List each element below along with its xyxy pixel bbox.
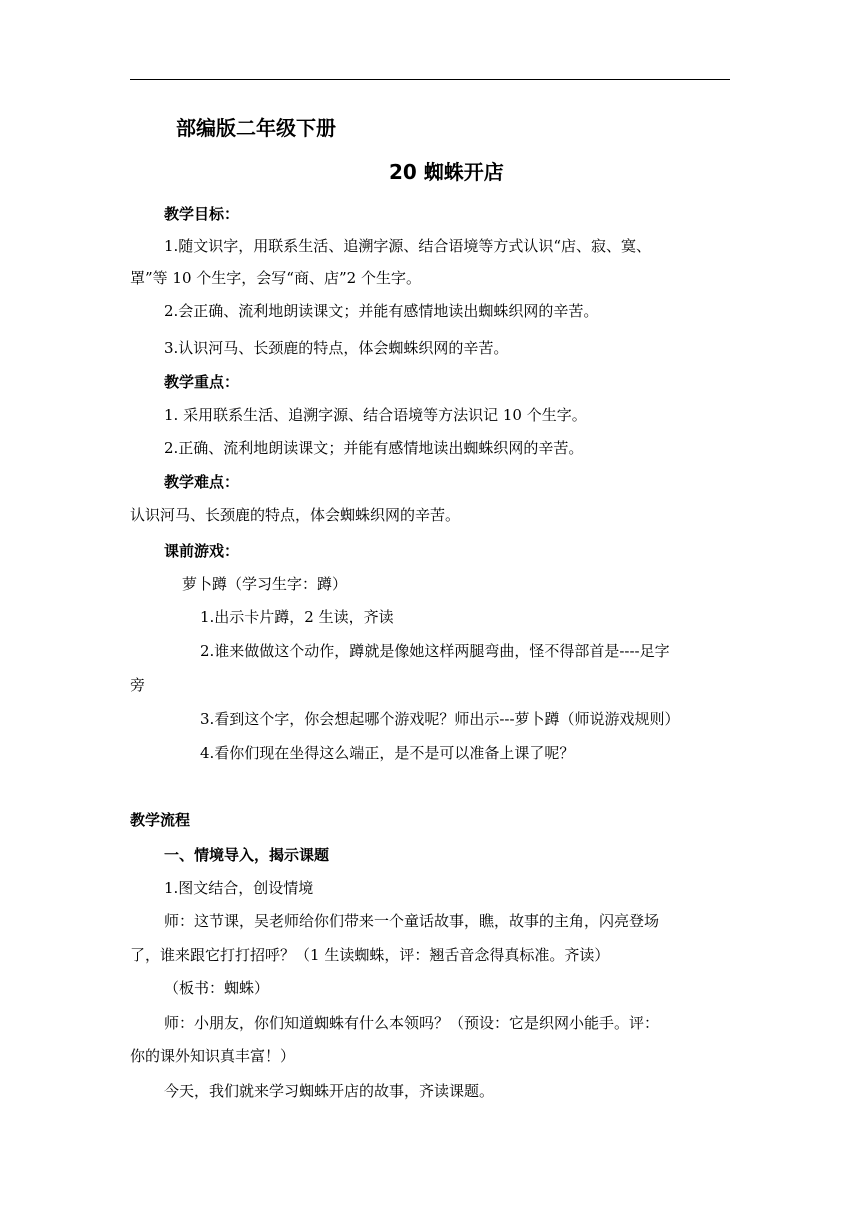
paragraph-1-line-2: 了，谁来跟它打打招呼？（1 生读蜘蛛，评：翘舌音念得真标准。齐读） (130, 946, 610, 964)
goal-1-line-1: 1.随文识字，用联系生活、追溯字源、结合语境等方式认识“店、寂、寞、 (164, 237, 651, 255)
paragraph-2-line-2: 你的课外知识真丰富！） (130, 1047, 296, 1065)
key-points-heading: 教学重点： (164, 373, 240, 391)
difficulties-text: 认识河马、长颈鹿的特点，体会蜘蛛织网的辛苦。 (130, 506, 461, 524)
process-heading: 教学流程 (130, 811, 191, 829)
book-title: 部编版二年级下册 (176, 116, 336, 140)
difficulties-heading: 教学难点： (164, 473, 240, 491)
goal-3: 3.认识河马、长颈鹿的特点，体会蜘蛛织网的辛苦。 (164, 339, 509, 357)
goal-2: 2.会正确、流利地朗读课文；并能有感情地读出蜘蛛织网的辛苦。 (164, 302, 599, 320)
game-step-4: 4.看你们现在坐得这么端正，是不是可以准备上课了呢？ (200, 744, 575, 762)
key-point-2: 2.正确、流利地朗读课文；并能有感情地读出蜘蛛织网的辛苦。 (164, 439, 584, 457)
section-1-heading: 一、情境导入，揭示课题 (164, 846, 330, 864)
paragraph-2-line-1: 师：小朋友，你们知道蜘蛛有什么本领吗？（预设：它是织网小能手。评： (164, 1014, 660, 1032)
lesson-title: 20 蜘蛛开店 (389, 160, 504, 184)
game-intro: 萝卜蹲（学习生字：蹲） (182, 575, 348, 593)
paragraph-3: 今天，我们就来学习蜘蛛开店的故事，齐读课题。 (164, 1082, 495, 1100)
game-heading: 课前游戏： (164, 542, 240, 560)
subsection-1: 1.图文结合，创设情境 (164, 879, 314, 897)
goals-heading: 教学目标： (164, 205, 240, 223)
game-step-2-line-1: 2.谁来做做这个动作，蹲就是像她这样两腿弯曲，怪不得部首是----足字 (200, 642, 670, 660)
header-rule (130, 79, 730, 80)
paragraph-1-line-1: 师：这节课，吴老师给你们带来一个童话故事，瞧，故事的主角，闪亮登场 (164, 912, 660, 930)
board-note: （板书：蜘蛛） (164, 979, 270, 997)
key-point-1: 1. 采用联系生活、追溯字源、结合语境等方法识记 10 个生字。 (164, 406, 587, 424)
game-step-3: 3.看到这个字，你会想起哪个游戏呢？师出示---萝卜蹲（师说游戏规则） (200, 710, 680, 728)
game-step-2-line-2: 旁 (130, 676, 146, 694)
goal-1-line-2: 罩”等 10 个生字，会写“商、店”2 个生字。 (130, 269, 421, 287)
game-step-1: 1.出示卡片蹲，2 生读，齐读 (200, 608, 394, 626)
